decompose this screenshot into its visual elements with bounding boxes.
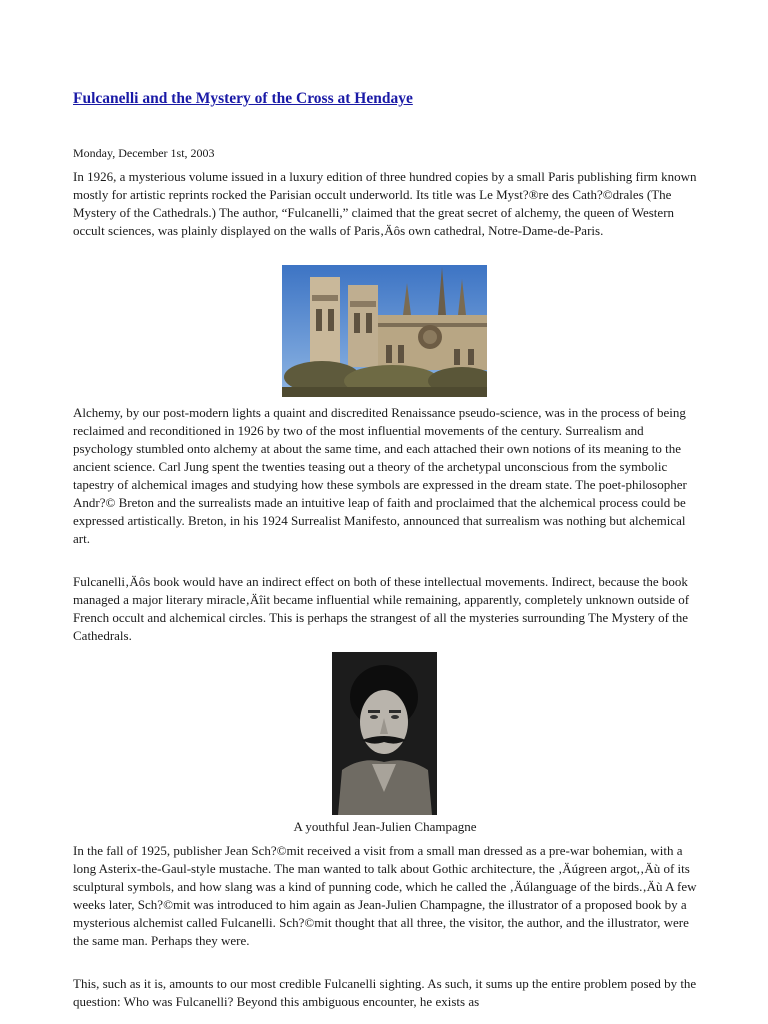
- notre-dame-photo: [282, 265, 487, 397]
- paragraph: In 1926, a mysterious volume issued in a luxury edition of three hundred copies by a small Paris publishing firm known mostly for artistic reprints rocked the Parisian occult underworld. Its title was Le Myst?®re des Cath?©drales (The Mystery of the Cathedrals.) The author, “Fulcanelli,” claimed that the great secret of alchemy, the queen of Western occult sciences, was plainly displayed on the walls of Paris‚Äôs own cathedral, Notre-Dame-de-Paris.: [73, 169, 697, 238]
- paragraph: In the fall of 1925, publisher Jean Sch?©mit received a visit from a small man dressed as a pre-war bohemian, with a long Asterix-the-Gaul-style mustache. The man wanted to talk about Gothic architecture, the ‚Äúgreen argot,‚Äù of its sculptural symbols, and how slang was a kind of punning code, which he called the ‚Äúlanguage of the birds.‚Äù A few weeks later, Sch?©mit was introduced to him again as Jean-Julien Champagne, the illustrator of a proposed book by a mysterious alchemist called Fulcanelli. Sch?©mit thought that all three, the visitor, the author, and the illustrator, were the same man. Perhaps they were.: [73, 843, 697, 948]
- portrait-photo: [332, 652, 437, 815]
- article-date: Monday, December 1st, 2003: [73, 146, 215, 160]
- image-caption: A youthful Jean-Julien Champagne: [293, 819, 477, 834]
- article-title-link[interactable]: Fulcanelli and the Mystery of the Cross at Hendaye: [73, 90, 413, 107]
- paragraph: Fulcanelli‚Äôs book would have an indirect effect on both of these intellectual movements. Indirect, because the book managed a major literary miracle‚Äîit became influential while remaining, apparently, completely unknown outside of French occult and alchemical circles. This is perhaps the strangest of all the mysteries surrounding The Mystery of the Cathedrals.: [73, 574, 690, 643]
- paragraph: Alchemy, by our post-modern lights a quaint and discredited Renaissance pseudo-science, was in the process of being reclaimed and reconditioned in 1926 by two of the most influential movements of the century. Surrealism and psychology stumbled onto alchemy at about the same time, and each attached their own notions of its meaning to the ancient science. Carl Jung spent the twenties teasing out a theory of the archetypal unconscious from the symbolic tapestry of alchemical images and studying how these symbols are expressed in the dream state. The poet-philosopher Andr?© Breton and the surrealists made an intuitive leap of faith and proclaimed that the alchemical process could be expressed artistically. Breton, in his 1924 Surrealist Manifesto, announced that surrealism was nothing but alchemical art.: [73, 405, 687, 546]
- paragraph: This, such as it is, amounts to our most credible Fulcanelli sighting. As such, it sums up the entire problem posed by the question: Who was Fulcanelli? Beyond this ambiguous encounter, he exists as: [73, 976, 697, 1009]
